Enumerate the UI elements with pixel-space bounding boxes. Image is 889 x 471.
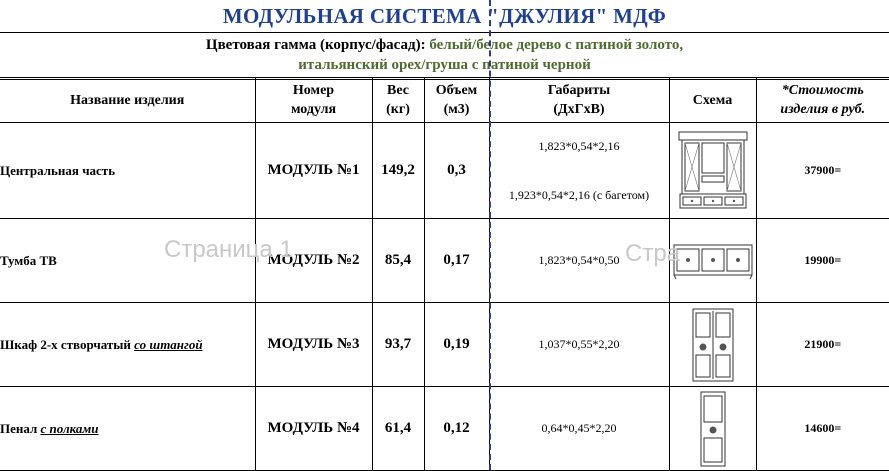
page-watermark-2: Стра (625, 240, 681, 267)
products-table (0, 77, 889, 471)
dimensions-with-baguette: 1,923*0,54*2,16 (с багетом) (508, 187, 650, 202)
color-range-value-2: итальянский орех/груша с патиной черной (298, 57, 591, 73)
weight-value: 93,7 (372, 303, 424, 387)
price-value: 19900= (756, 219, 889, 303)
volume-value: 0,3 (424, 123, 489, 219)
tv-stand-drawing-icon (672, 241, 754, 281)
central-unit-drawing-icon (677, 130, 749, 212)
dimensions-value (489, 123, 669, 219)
sheet-title: МОДУЛЬНАЯ СИСТЕМА "ДЖУЛИЯ" МДФ (222, 3, 667, 28)
product-name: Центральная часть (0, 123, 255, 219)
header-volume: Объем (м3) (424, 78, 489, 123)
header-dims: Габариты (ДхГхВ) (489, 78, 669, 123)
dimensions-main: 1,823*0,54*2,16 (538, 138, 620, 153)
product-name: Шкаф 2-х створчатый со штангой (0, 303, 255, 387)
schema-cell (669, 387, 756, 471)
weight-value: 61,4 (372, 387, 424, 471)
volume-value: 0,19 (424, 303, 489, 387)
module-number: МОДУЛЬ №4 (255, 387, 372, 471)
weight-value: 149,2 (372, 123, 424, 219)
header-price: *Стоимость изделия в руб. (756, 78, 889, 123)
product-option: с полками (40, 420, 99, 436)
table-row (0, 387, 889, 471)
wardrobe-drawing-icon (691, 307, 735, 383)
schema-cell (669, 123, 756, 219)
header-weight: Вес (кг) (372, 78, 424, 123)
table-row (0, 303, 889, 387)
color-range-label: Цветовая гамма (корпус/фасад): (205, 37, 430, 53)
module-number: МОДУЛЬ №1 (255, 123, 372, 219)
schema-cell (669, 303, 756, 387)
price-value: 37900= (756, 123, 889, 219)
volume-value: 0,17 (424, 219, 489, 303)
header-row (0, 78, 889, 123)
weight-value: 85,4 (372, 219, 424, 303)
page-break-line (489, 0, 491, 470)
product-option: со штангой (134, 336, 203, 352)
dimensions-value: 1,037*0,55*2,20 (489, 303, 669, 387)
schema-cell (669, 219, 756, 303)
title-row (0, 0, 889, 33)
header-name: Название изделия (0, 78, 255, 123)
price-value: 21900= (756, 303, 889, 387)
table-row (0, 123, 889, 219)
product-name: Пенал с полками (0, 387, 255, 471)
module-number: МОДУЛЬ №2 (255, 219, 372, 303)
dimensions-value: 0,64*0,45*2,20 (489, 387, 669, 471)
color-range-value-1: белый/белое дерево с патиной золото, (429, 37, 684, 53)
module-number: МОДУЛЬ №3 (255, 303, 372, 387)
color-range-row (0, 33, 889, 80)
volume-value: 0,12 (424, 387, 489, 471)
table-row (0, 219, 889, 303)
product-name: Тумба ТВ (0, 219, 255, 303)
price-value: 14600= (756, 387, 889, 471)
header-schema: Схема (669, 78, 756, 123)
dimensions-value: 1,823*0,54*0,50 (489, 219, 669, 303)
page-watermark-1: Страница 1 (164, 236, 293, 263)
cabinet-drawing-icon (699, 390, 727, 468)
header-module: Номер модуля (255, 78, 372, 123)
